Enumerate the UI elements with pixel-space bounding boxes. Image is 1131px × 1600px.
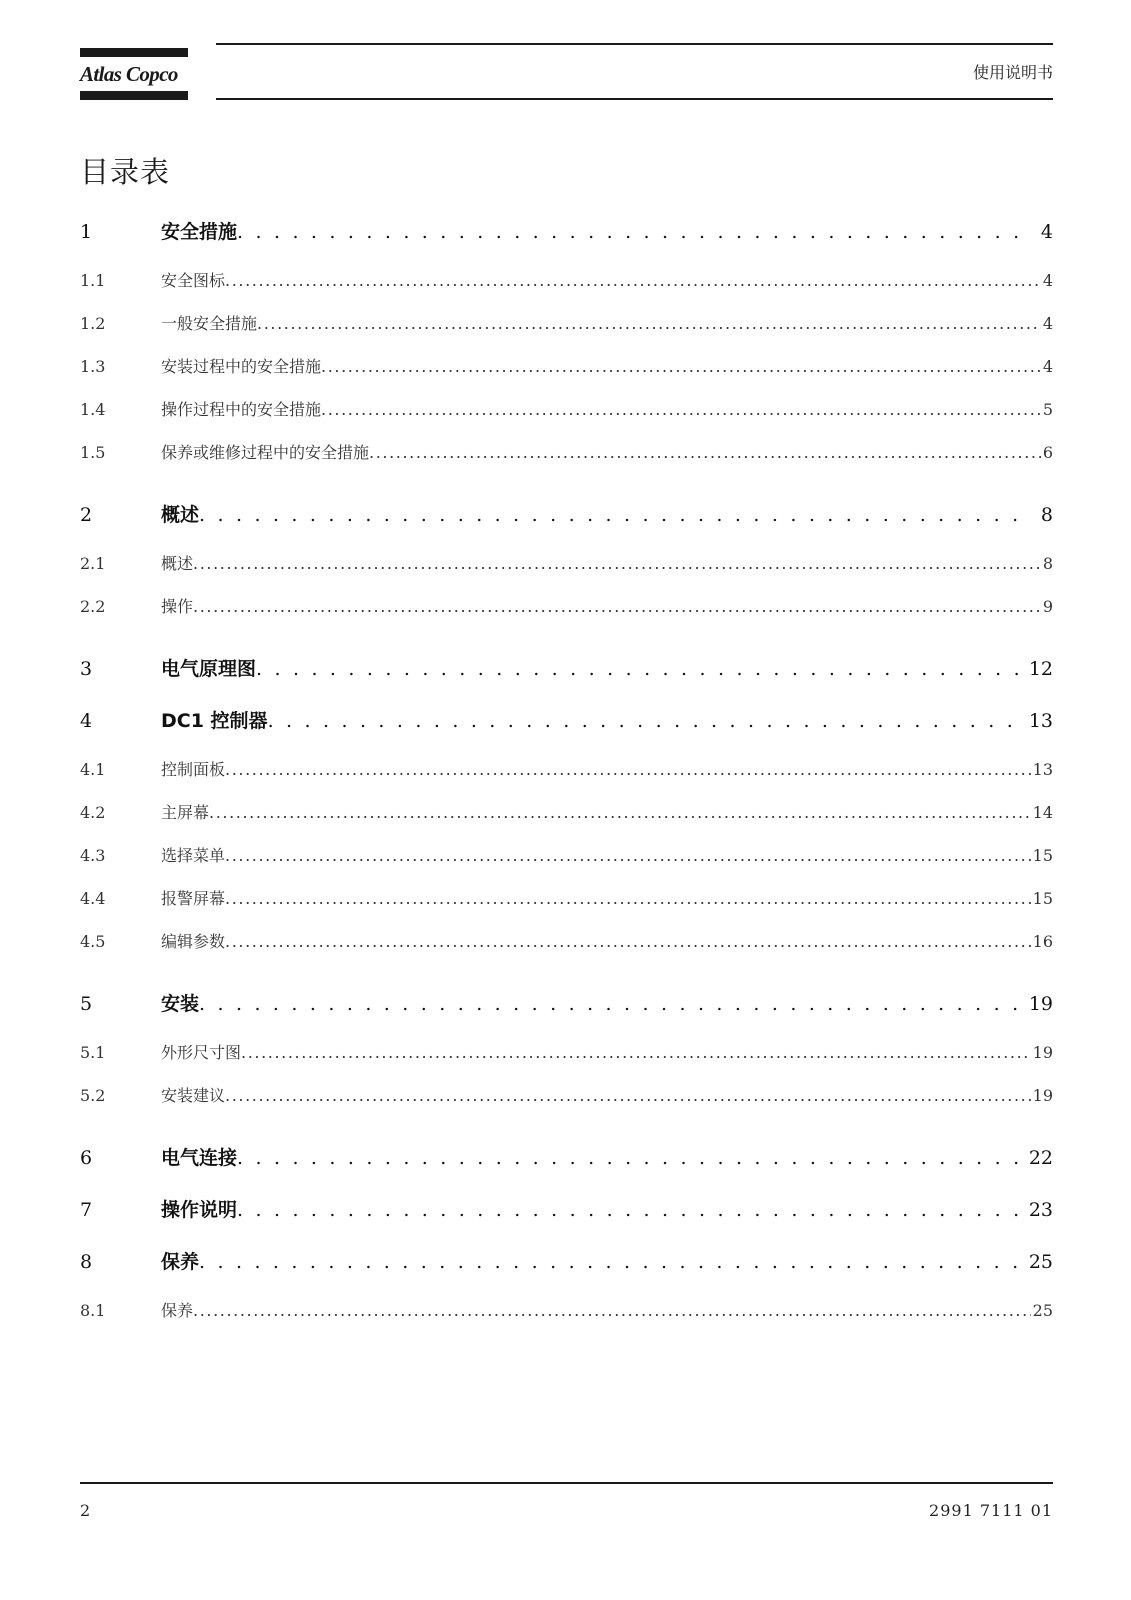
toc-entry-number: 8 [80,1251,93,1273]
toc-entry-page: 14 [1032,803,1053,822]
toc-entry-title: 概述 [161,554,194,573]
toc-entry-page: 13 [1028,710,1053,732]
toc-chapter-entry[interactable] [80,1247,1053,1282]
toc-section-entry[interactable] [80,843,1053,886]
toc-entry-title: 安全图标 [161,271,226,290]
toc-entry-title: 安装过程中的安全措施 [161,357,322,376]
toc-entry-number: 3 [80,658,93,680]
toc-entry-title: 操作过程中的安全措施 [161,400,322,419]
toc-dot-leader [268,710,1019,732]
footer-rule [80,1482,1053,1484]
toc-dot-leader [225,271,1041,290]
footer-document-number: 2991 7111 01 [929,1501,1053,1520]
toc-entry-page: 12 [1028,658,1053,680]
toc-entry-number: 5.1 [80,1043,106,1062]
toc-entry-title: 电气连接 [161,1147,238,1169]
toc-section-entry[interactable] [80,1040,1053,1083]
toc-entry-title: 安装 [161,993,200,1015]
toc-section-entry[interactable] [80,886,1053,929]
toc-dot-leader [256,658,1019,680]
toc-entry-number: 4.3 [80,846,106,865]
toc-entry-title: 操作 [161,597,194,616]
toc-entry-title: 主屏幕 [161,803,210,822]
toc-entry-title: 保养 [161,1251,200,1273]
header-rule-bottom [216,98,1053,100]
toc-entry-page: 13 [1032,760,1053,779]
toc-entry-title: 编辑参数 [161,932,226,951]
toc-entry-number: 2.1 [80,554,106,573]
toc-entry-number: 4.4 [80,889,106,908]
toc-entry-page: 25 [1032,1301,1053,1320]
toc-entry-title: 安装建议 [161,1086,226,1105]
logo-wordmark: Atlas Copco [80,62,178,86]
toc-entry-number: 4.5 [80,932,106,951]
document-type: 使用说明书 [972,63,1053,82]
toc-dot-leader [237,221,1031,243]
toc-section-entry[interactable] [80,1083,1053,1126]
toc-entry-number: 4 [80,710,93,732]
toc-entry-title: 控制面板 [161,760,226,779]
toc-dot-leader [225,1086,1031,1105]
logo-bar-top [80,48,188,57]
toc-entry-page: 25 [1028,1251,1053,1273]
toc-entry-title: 安全措施 [161,221,238,243]
toc-entry-number: 1.4 [80,400,106,419]
toc-entry-title: 选择菜单 [161,846,226,865]
toc-chapter-entry[interactable] [80,989,1053,1024]
toc-entry-title: 电气原理图 [161,658,257,680]
toc-chapter-entry[interactable] [80,217,1053,252]
logo-bar-bottom [80,91,188,100]
toc-entry-number: 1.5 [80,443,106,462]
toc-entry-title: 报警屏幕 [161,889,226,908]
atlas-copco-logo [80,48,188,100]
toc-entry-page: 6 [1042,443,1053,462]
toc-entry-page: 15 [1032,846,1053,865]
toc-section-entry[interactable] [80,397,1053,440]
toc-dot-leader [199,1251,1019,1273]
toc-entry-number: 7 [80,1199,93,1221]
toc-section-entry[interactable] [80,594,1053,637]
toc-chapter-entry[interactable] [80,706,1053,741]
toc-entry-number: 2 [80,504,93,526]
toc-section-entry[interactable] [80,929,1053,972]
toc-dot-leader [321,357,1041,376]
toc-entry-page: 22 [1028,1147,1053,1169]
toc-dot-leader [225,889,1031,908]
toc-entry-number: 4.2 [80,803,106,822]
toc-dot-leader [225,932,1031,951]
toc-entry-number: 5.2 [80,1086,106,1105]
toc-dot-leader [199,993,1019,1015]
toc-entry-page: 4 [1042,314,1053,333]
toc-entry-page: 19 [1028,993,1053,1015]
toc-entry-number: 2.2 [80,597,106,616]
toc-dot-leader [193,597,1041,616]
toc-dot-leader [209,803,1031,822]
toc-entry-title: 保养或维修过程中的安全措施 [161,443,370,462]
toc-entry-number: 4.1 [80,760,106,779]
toc-entry-page: 19 [1032,1043,1053,1062]
toc-dot-leader [369,443,1041,462]
toc-entry-page: 4 [1042,271,1053,290]
toc-chapter-entry[interactable] [80,1143,1053,1178]
toc-dot-leader [199,504,1031,526]
toc-entry-page: 19 [1032,1086,1053,1105]
toc-entry-number: 1.2 [80,314,106,333]
footer-page-number: 2 [80,1501,91,1520]
toc-chapter-entry[interactable] [80,500,1053,535]
toc-entry-number: 1.3 [80,357,106,376]
toc-dot-leader [193,1301,1031,1320]
toc-dot-leader [225,846,1031,865]
toc-entry-title: 概述 [161,504,200,526]
toc-entry-title: DC1 控制器 [161,710,268,732]
toc-section-entry[interactable] [80,551,1053,594]
toc-dot-leader [237,1147,1019,1169]
toc-entry-page: 9 [1042,597,1053,616]
toc-chapter-entry[interactable] [80,654,1053,689]
toc-entry-number: 1.1 [80,271,106,290]
toc-entry-page: 8 [1040,504,1053,526]
toc-entry-page: 23 [1028,1199,1053,1221]
toc-entry-number: 1 [80,221,93,243]
page-title: 目录表 [80,155,171,189]
toc-dot-leader [225,760,1031,779]
toc-dot-leader [241,1043,1031,1062]
toc-section-entry[interactable] [80,354,1053,397]
toc-section-entry[interactable] [80,800,1053,843]
toc-entry-page: 5 [1042,400,1053,419]
toc-chapter-entry[interactable] [80,1195,1053,1230]
toc-entry-page: 16 [1032,932,1053,951]
toc-entry-title: 保养 [161,1301,194,1320]
toc-entry-number: 5 [80,993,93,1015]
toc-dot-leader [237,1199,1019,1221]
toc-section-entry[interactable] [80,757,1053,800]
toc-entry-page: 4 [1040,221,1053,243]
header-rule-top [216,43,1053,45]
toc-entry-page: 8 [1042,554,1053,573]
toc-entry-title: 一般安全措施 [161,314,258,333]
toc-entry-number: 8.1 [80,1301,106,1320]
toc-entry-number: 6 [80,1147,93,1169]
toc-section-entry[interactable] [80,1298,1053,1341]
toc-section-entry[interactable] [80,311,1053,354]
table-of-contents [80,200,1053,1341]
toc-entry-title: 操作说明 [161,1199,238,1221]
toc-dot-leader [193,554,1041,573]
toc-section-entry[interactable] [80,440,1053,483]
toc-dot-leader [321,400,1041,419]
toc-entry-page: 15 [1032,889,1053,908]
toc-entry-title: 外形尺寸图 [161,1043,242,1062]
toc-section-entry[interactable] [80,268,1053,311]
toc-dot-leader [257,314,1041,333]
toc-entry-page: 4 [1042,357,1053,376]
